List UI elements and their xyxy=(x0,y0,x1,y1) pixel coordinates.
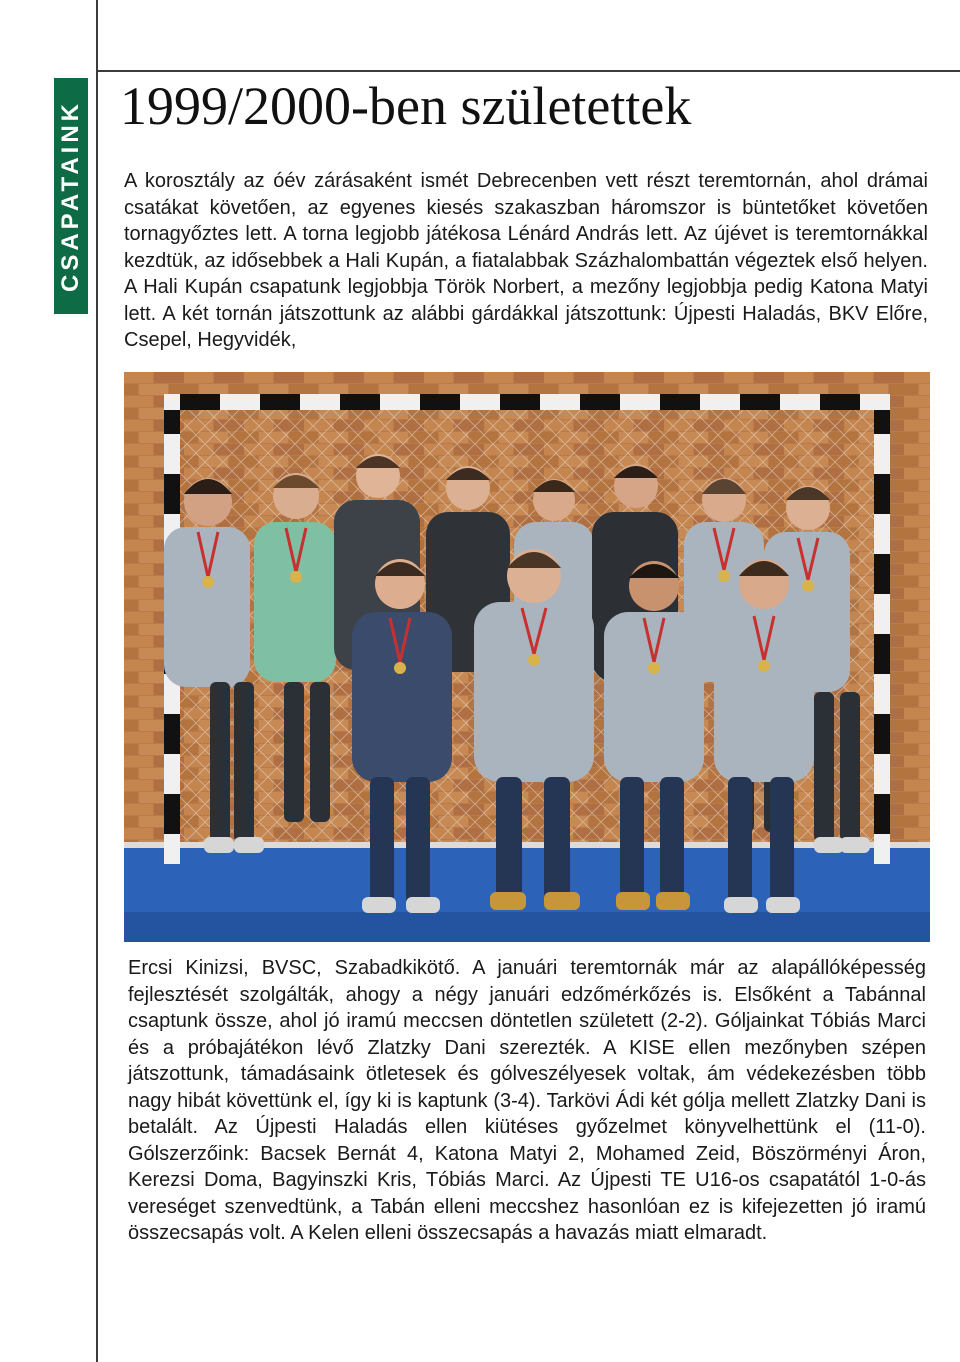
article-paragraph-2: Ercsi Kinizsi, BVSC, Szabadkikötő. A januári teremtornák már az alapállóképesség fejlesztését szolgálták, ahogy a négy januári edzőmérkőzés is. Elsőként a Tabánnal csaptunk össze, ahol jó iramú meccsen döntetlen született (2-2). Góljainkat Tóbiás Marci és a próbajátékon lévő Zlatzky Dani szerezték. A KISE ellen mezőnyben szépen játszottunk, támadásaink ötletesek és gólveszélyesek voltak, ám védekezésben több nagy hibát követtünk el, így ki is kaptunk (3-4). Tarkövi Ádi két gólja mellett Zlatzky Dani is betalált. Az Újpesti Haladás ellen kiütéses győzelmet könyvelhettünk el (11-0). Gólszerzőink: Bacsek Bernát 4, Katona Matyi 2, Mohamed Zeid, Böszörményi Áron, Kerezsi Doma, Bagyinszki Kris, Tóbiás Marci. Az Újpesti TE U16-os csapatától 1-0-ás vereséget szenvedtünk, a Tabán elleni meccshez hasonlóan ez is kifejezetten jó iramú összecsapás volt. A Kelen elleni összecsapás a havazás miatt elmaradt. xyxy=(128,957,926,1244)
header-rule xyxy=(96,70,960,72)
article-title: 1999/2000-ben születettek xyxy=(120,76,692,136)
vertical-rule xyxy=(96,0,98,1362)
team-photo xyxy=(124,372,930,942)
section-tab xyxy=(54,78,88,314)
article-paragraph-1: A korosztály az óév zárásaként ismét Debrecenben vett részt teremtornán, ahol drámai csatákat követően, az egyenes kiesés szakaszban háromszor is büntetőket követően tornagyőztes lett. A torna legjobb játékosa Lénárd András lett. Az újévet is teremtornákkal kezdtük, az idősebbek a Hali Kupán, a fiatalabbak Százhalombattán végeztek első helyen. A Hali Kupán csapatunk legjobbja Török Norbert, a mezőny legjobbja pedig Katona Matyi lett. A két tornán játszottunk az alábbi gárdákkal játszottunk: Újpesti Haladás, BKV Előre, Csepel, Hegyvidék, xyxy=(124,170,928,351)
section-label: CSAPATAINK xyxy=(57,100,84,292)
